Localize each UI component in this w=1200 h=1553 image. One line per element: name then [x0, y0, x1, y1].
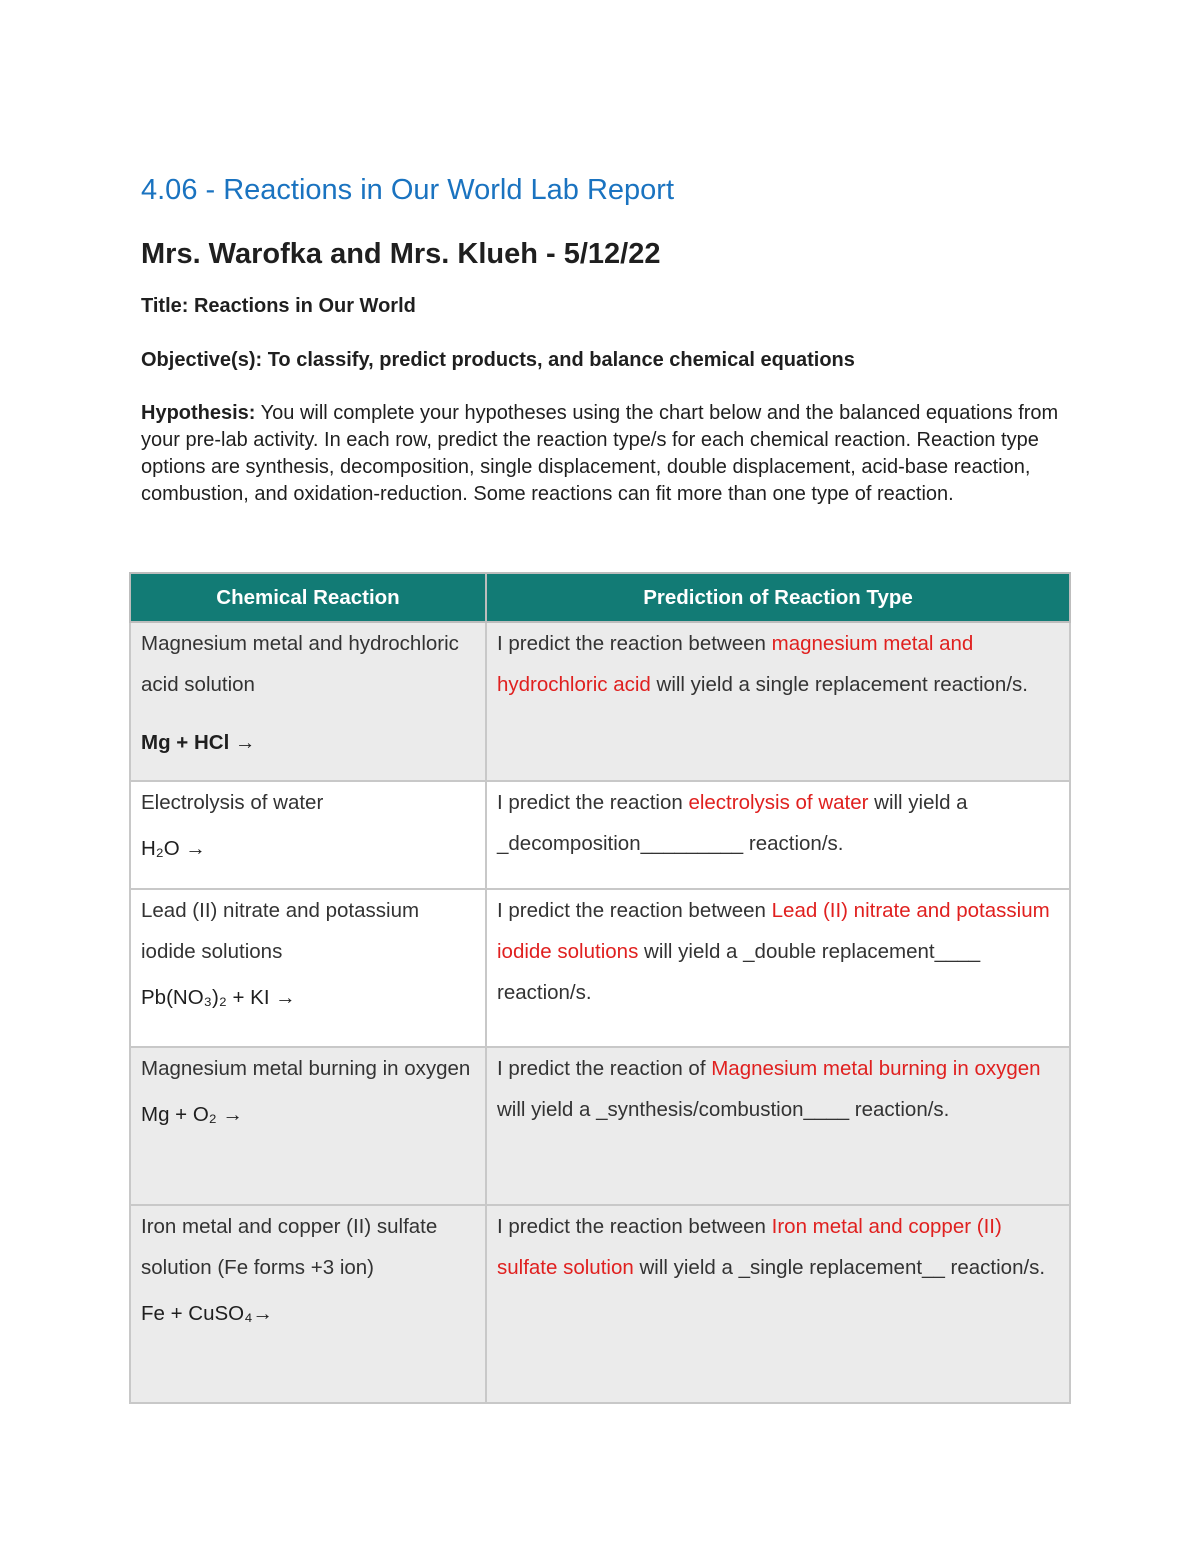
reaction-name: Magnesium metal and hydrochloric acid solution [141, 632, 459, 696]
header-chemical-reaction: Chemical Reaction [130, 573, 486, 622]
reaction-equation: Mg + O₂ → [141, 1103, 243, 1126]
table-header-row [130, 573, 1070, 622]
reaction-equation: Pb(NO₃)₂ + KI → [141, 986, 296, 1009]
header-prediction: Prediction of Reaction Type [486, 573, 1070, 622]
reaction-name: Electrolysis of water [141, 791, 324, 814]
objective-line: Objective(s): To classify, predict products, and balance chemical equations [141, 349, 855, 371]
prediction-result: will yield a _double replacement____ reaction/s. [497, 940, 981, 1004]
prediction-text: I predict the reaction of [497, 1057, 712, 1080]
reaction-equation: H₂O → [141, 837, 206, 860]
document-body [141, 170, 1071, 508]
reaction-cell [130, 781, 486, 889]
reaction-cell [130, 889, 486, 1047]
table-row [130, 1205, 1070, 1403]
reaction-cell [130, 622, 486, 781]
prediction-cell [486, 889, 1070, 1047]
prediction-result: will yield a _single replacement__ reaction/s. [633, 1256, 1046, 1279]
prediction-cell [486, 781, 1070, 889]
reaction-cell [130, 1205, 486, 1403]
table-row [130, 781, 1070, 889]
reaction-name: Magnesium metal burning in oxygen [141, 1057, 471, 1080]
hypothesis-label: Hypothesis: [141, 402, 256, 424]
reaction-cell [130, 1047, 486, 1205]
prediction-cell [486, 1205, 1070, 1403]
prediction-text: I predict the reaction between [497, 632, 772, 655]
prediction-text: I predict the reaction [497, 791, 689, 814]
reaction-name: Iron metal and copper (II) sulfate solution (Fe forms +3 ion) [141, 1215, 438, 1279]
hypothesis-paragraph [141, 400, 1066, 508]
hypothesis-text: You will complete your hypotheses using the chart below and the balanced equations from your pre-lab activity. In each row, predict the reaction type/s for each chemical reaction. Reaction type options are synthesis, decomposition, single displacement, double displacement, acid-base reaction, combustion, and oxidation-reduction. Some reactions can fit more than one type of reaction. [141, 402, 1059, 505]
author-date-heading: Mrs. Warofka and Mrs. Klueh - 5/12/22 [141, 238, 661, 270]
title-line: Title: Reactions in Our World [141, 295, 416, 317]
table-row [130, 1047, 1070, 1205]
table-row [130, 889, 1070, 1047]
prediction-result: will yield a _synthesis/combustion____ reaction/s. [497, 1098, 950, 1121]
prediction-reactants: Magnesium metal burning in oxygen [711, 1057, 1041, 1080]
prediction-result: will yield a _decomposition_________ reaction/s. [497, 791, 968, 855]
prediction-reactants: electrolysis of water [688, 791, 869, 814]
prediction-reactants: magnesium metal and hydrochloric acid [497, 632, 974, 696]
prediction-reactants: Lead (II) nitrate and potassium iodide solutions [497, 899, 1050, 963]
table-row [130, 622, 1070, 781]
prediction-text: I predict the reaction between [497, 1215, 772, 1238]
reaction-name: Lead (II) nitrate and potassium iodide solutions [141, 899, 420, 963]
prediction-cell [486, 1047, 1070, 1205]
prediction-text: I predict the reaction between [497, 899, 772, 922]
prediction-cell [486, 622, 1070, 781]
reaction-equation: Mg + HCl → [141, 731, 256, 754]
document-title: 4.06 - Reactions in Our World Lab Report [141, 174, 675, 206]
prediction-result: will yield a single replacement reaction/s. [650, 673, 1028, 696]
reaction-equation: Fe + CuSO₄→ [141, 1302, 273, 1325]
reaction-table [129, 572, 1071, 1404]
prediction-reactants: Iron metal and copper (II) sulfate solution [497, 1215, 1002, 1279]
